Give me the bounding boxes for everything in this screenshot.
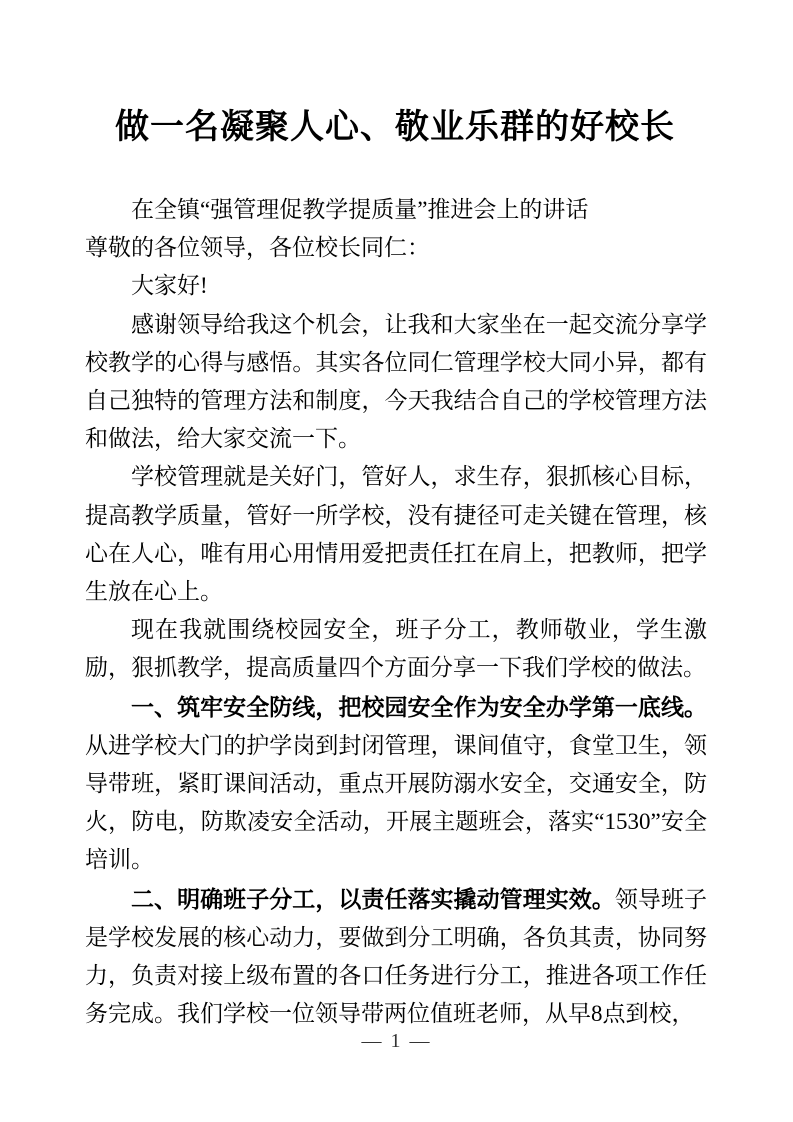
section-2-body: 领导班子是学校发展的核心动力，要做到分工明确，各负其责，协同努力，负责对接上级布置的各口任务进行分工，推进各项工作任务完成。我们学校一位领导带两位值班老师，从早8点到校， [85,886,708,1027]
section-1-heading: 一、筑牢安全防线，把校园安全作为安全办学第一底线。 [131,693,707,720]
page-number: — 1 — [361,1030,432,1052]
paragraph-management-philosophy: 学校管理就是关好门，管好人，求生存，狠抓核心目标，提高教学质量，管好一所学校，没有捷径可走关键在管理，核心在人心，唯有用心用情用爱把责任扛在肩上，把教师，把学生放在心上。 [85,464,707,605]
salutation: 尊敬的各位领导，各位校长同仁： [85,235,430,261]
paragraph-thanks: 感谢领导给我这个机会，让我和大家坐在一起交流分享学校教学的心得与感悟。其实各位同仁管理学校大同小异，都有自己独特的管理方法和制度，今天我结合自己的学校管理方法和做法，给大家交流一下。 [85,311,707,452]
page-title: 做一名凝聚人心、敬业乐群的好校长 [115,108,675,146]
section-2-heading: 二、明确班子分工，以责任落实撬动管理实效。 [131,885,615,912]
meeting-subtitle: 在全镇“强管理促教学提质量”推进会上的讲话 [131,197,589,222]
greeting: 大家好! [131,273,208,299]
paragraph-section-2 [85,880,707,1034]
section-1-body: 从进学校大门的护学岗到封闭管理，课间值守，食堂卫生，领导带班，紧盯课间活动，重点开展防溺水安全，交通安全，防火，防电，防欺凌安全活动，开展主题班会，落实“1530”安全培训。 [85,732,707,873]
paragraph-section-1 [85,688,707,880]
document-body [85,191,707,1033]
paragraph-overview: 现在我就围绕校园安全，班子分工，教师敬业，学生激励，狠抓教学，提高质量四个方面分享一下我们学校的做法。 [85,617,707,681]
